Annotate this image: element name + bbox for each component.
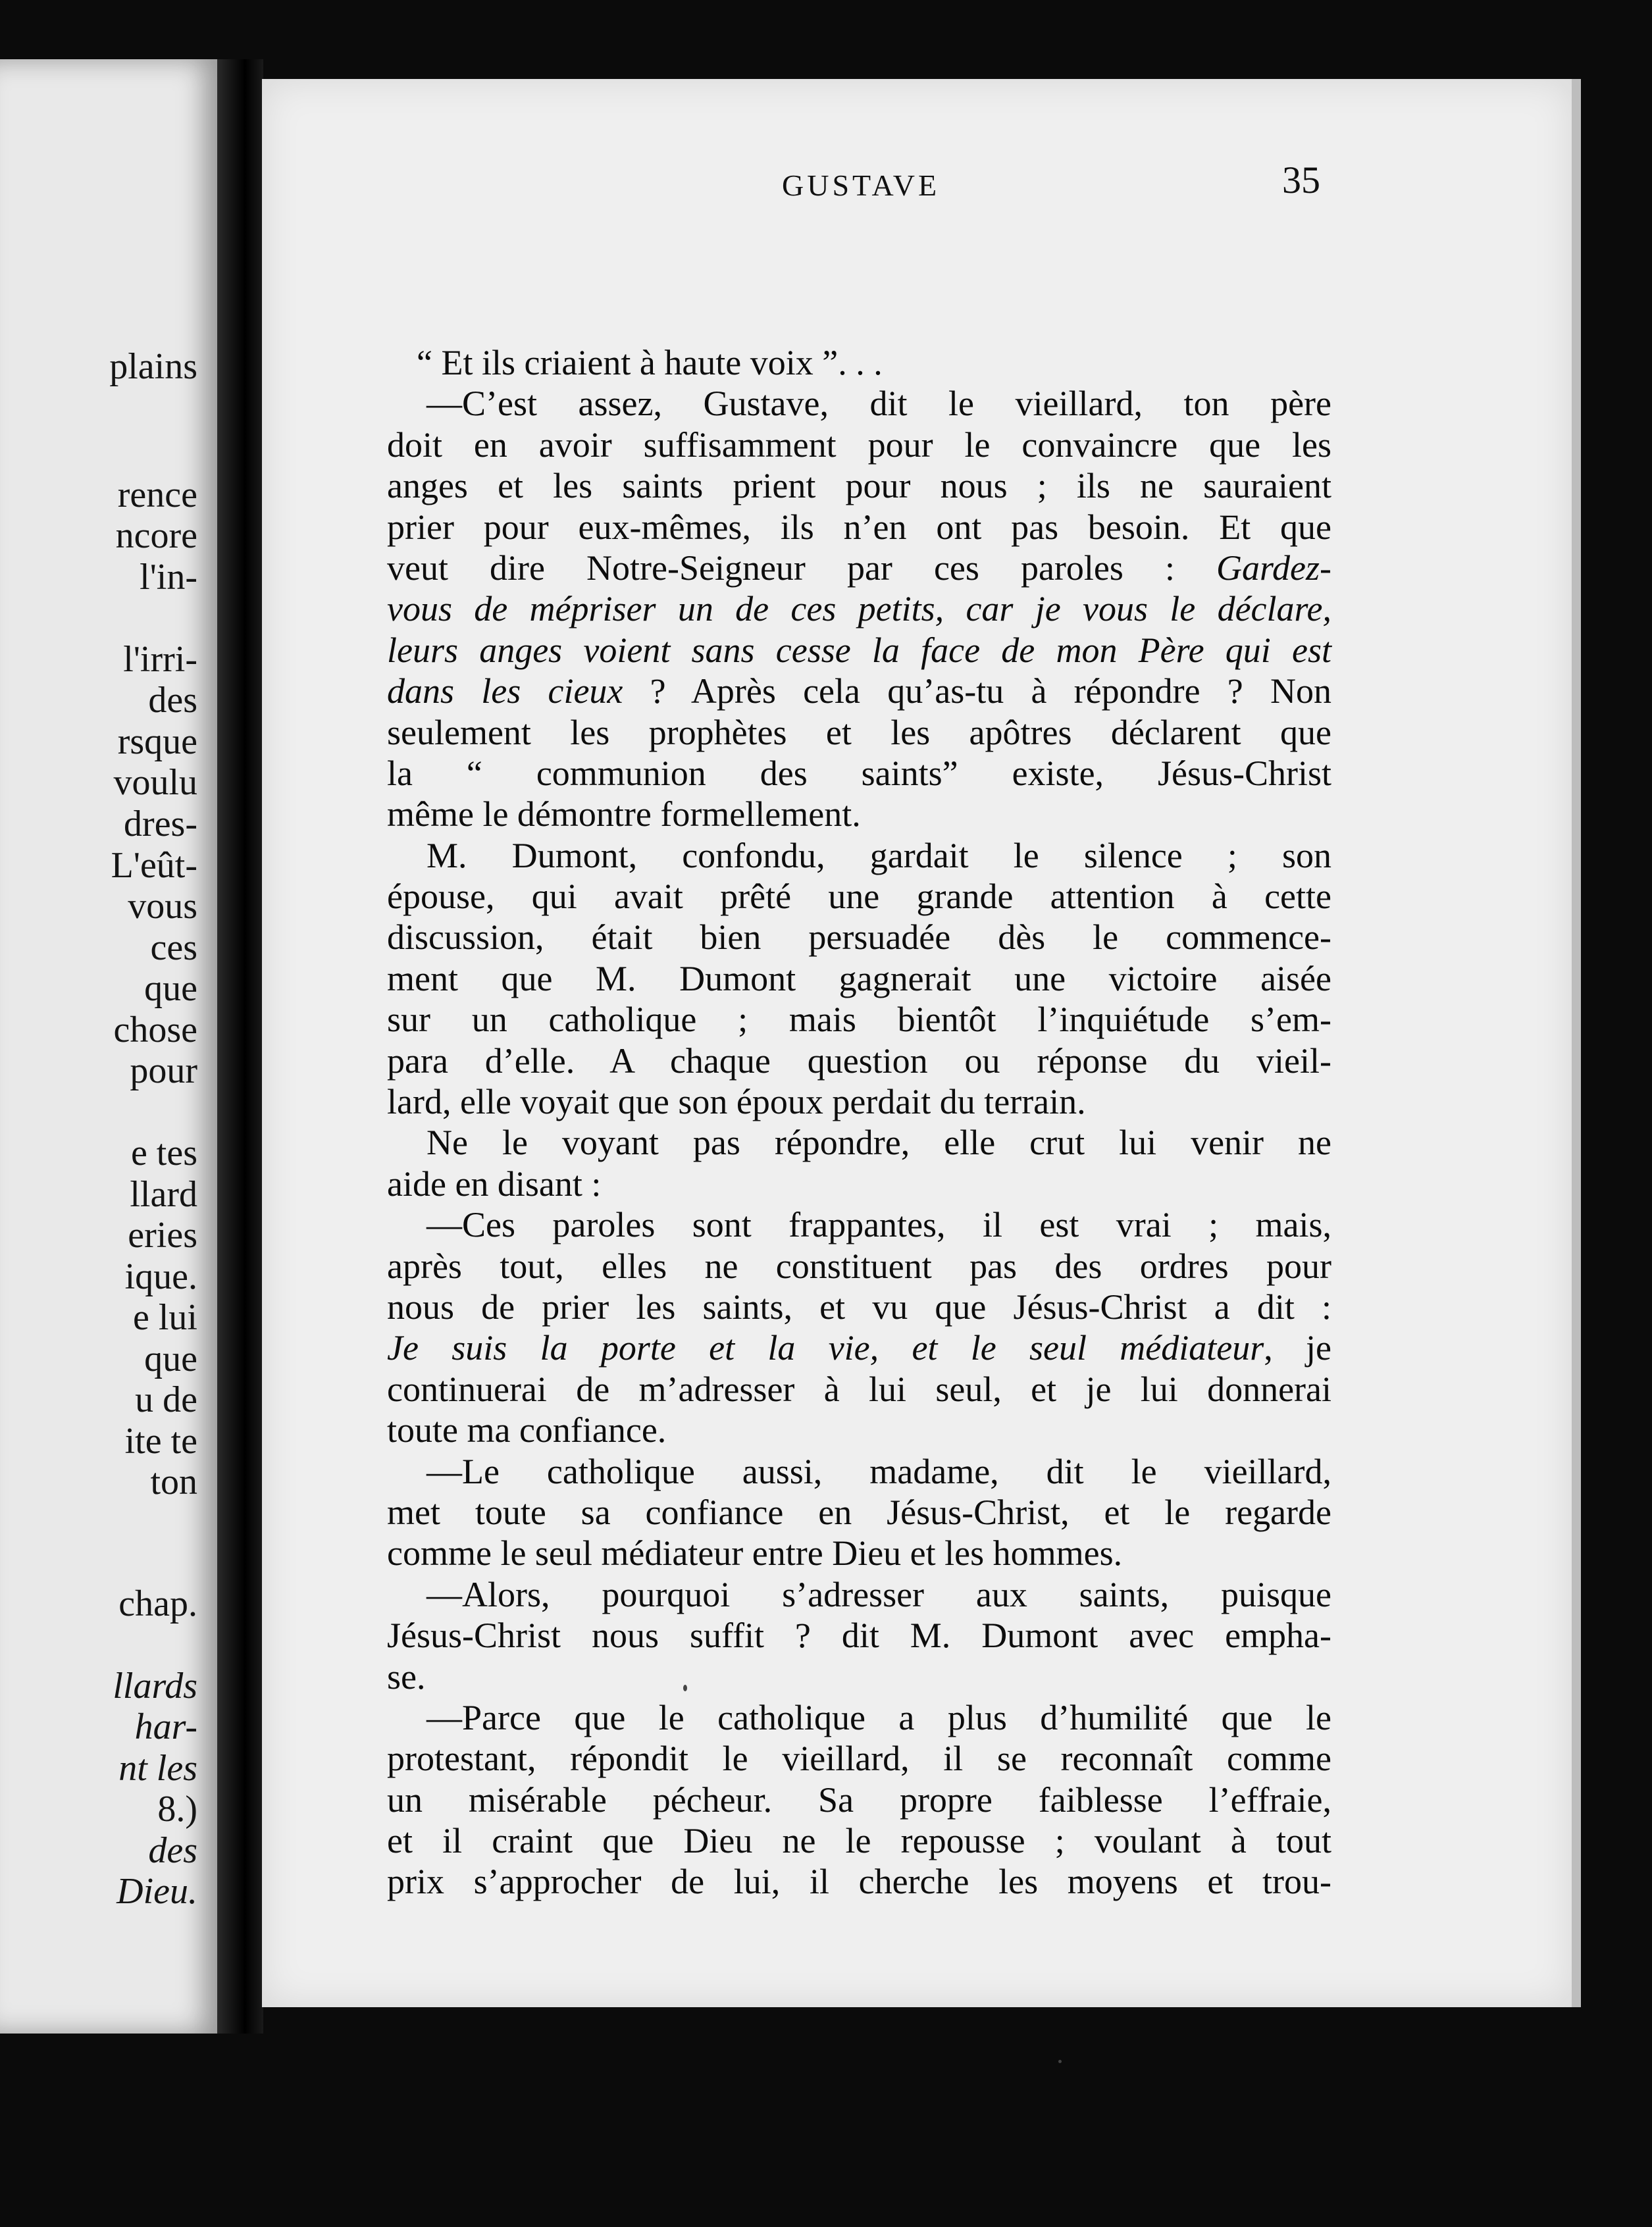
text-line <box>387 1779 1331 1820</box>
italic-span: vous de mépriser un de ces petits, car je vous le déclare, <box>387 589 1331 629</box>
text-line <box>387 630 1331 671</box>
facing-page-fragment: 8.) <box>157 1789 197 1830</box>
text-line <box>387 1861 1331 1902</box>
facing-page-fragment: L'eût- <box>111 845 197 886</box>
facing-page-fragment: vous <box>128 886 197 927</box>
book-gutter <box>217 59 263 2034</box>
facing-page-fragment: ite te <box>124 1421 197 1462</box>
text-line <box>387 999 1331 1040</box>
text-span: lard, elle voyait que son époux perdait du terrain. <box>387 1082 1086 1122</box>
text-span: même le démontre formellement. <box>387 794 861 834</box>
facing-page-fragment: voulu <box>113 762 197 803</box>
text-line <box>387 1246 1331 1287</box>
text-span: anges et les saints prient pour nous ; ils ne sauraient <box>387 466 1331 506</box>
text-line <box>387 1574 1331 1615</box>
text-line <box>387 1040 1331 1081</box>
italic-span: Gardez- <box>1216 548 1331 588</box>
text-line <box>387 1738 1331 1779</box>
facing-page-fragment: ces <box>150 927 197 968</box>
text-line <box>387 1697 1331 1738</box>
facing-page-fragment: pour <box>130 1050 197 1091</box>
facing-page-fragment: l'irri- <box>123 639 197 680</box>
text-span: —Alors, pourquoi s’adresser aux saints, puisque <box>426 1574 1331 1614</box>
text-span: “ Et ils criaient à haute voix ”. . . <box>417 343 883 382</box>
facing-page-fragment: har- <box>134 1706 197 1747</box>
facing-page-fragment: plains <box>109 346 197 387</box>
facing-page-fragment: nt les <box>118 1748 197 1789</box>
facing-page-fragment: dres- <box>124 804 197 844</box>
text-span: —Ces paroles sont frappantes, il est vrai ; mais, <box>426 1205 1331 1245</box>
text-span: doit en avoir suffisamment pour le convaincre que les <box>387 424 1331 465</box>
print-speck <box>1058 2060 1062 2063</box>
text-line <box>387 1327 1331 1368</box>
text-span: après tout, elles ne constituent pas des ordres pour <box>387 1246 1331 1286</box>
facing-page-fragment: des <box>148 1830 197 1871</box>
facing-page-fragment: u de <box>135 1379 197 1420</box>
text-span: —Le catholique aussi, madame, dit le vieillard, <box>426 1451 1331 1491</box>
text-line <box>387 1533 1331 1574</box>
text-span: comme le seul médiateur entre Dieu et les hommes. <box>387 1533 1123 1574</box>
text-span: Jésus-Christ nous suffit ? dit M. Dumont avec empha- <box>387 1616 1331 1656</box>
text-line <box>387 588 1331 629</box>
text-line <box>387 1656 1331 1697</box>
text-line <box>387 342 1331 383</box>
text-line <box>387 1451 1331 1492</box>
italic-span: Je suis la porte et la vie, et le seul médiateur <box>387 1328 1264 1368</box>
text-span: toute ma confiance. <box>387 1410 667 1450</box>
text-span: discussion, était bien persuadée dès le commence- <box>387 917 1331 958</box>
facing-page-fragment: chose <box>113 1010 197 1050</box>
text-span: veut dire Notre-Seigneur par ces paroles : <box>387 548 1217 588</box>
facing-page-fragment: llards <box>113 1666 197 1706</box>
facing-page-fragment: Dieu. <box>116 1871 197 1912</box>
page-number: 35 <box>1282 159 1320 201</box>
facing-page-fragment: que <box>144 968 197 1009</box>
text-line <box>387 1287 1331 1327</box>
text-line <box>387 712 1331 753</box>
italic-span: leurs anges voient sans cesse la face de mon Père qui est <box>387 630 1331 670</box>
text-line <box>387 917 1331 958</box>
text-span: , je <box>1264 1328 1331 1368</box>
facing-page-fragment: e tes <box>130 1133 197 1173</box>
text-span: prier pour eux-mêmes, ils n’en ont pas besoin. Et que <box>387 507 1331 547</box>
text-line <box>387 1820 1331 1861</box>
text-span: continuerai de m’adresser à lui seul, et je lui donnerai <box>387 1369 1331 1409</box>
text-line <box>387 548 1331 588</box>
text-span: protestant, répondit le vieillard, il se reconnaît comme <box>387 1739 1331 1779</box>
text-span: la “ communion des saints” existe, Jésus-Christ <box>387 753 1331 793</box>
facing-page-fragment: des <box>148 680 197 721</box>
text-span: aide en disant : <box>387 1164 602 1204</box>
text-line <box>387 1164 1331 1204</box>
facing-page-fragment: ique. <box>124 1256 197 1297</box>
text-span: para d’elle. A chaque question ou réponse du vieil- <box>387 1040 1331 1081</box>
text-line <box>387 1122 1331 1163</box>
text-span: épouse, qui avait prêté une grande attention à cette <box>387 877 1331 917</box>
text-line <box>387 835 1331 876</box>
facing-page-fragment: rsque <box>117 721 197 762</box>
page-edge <box>1572 79 1581 2007</box>
text-line <box>387 876 1331 917</box>
text-span: —Parce que le catholique a plus d’humilité que le <box>426 1697 1331 1737</box>
text-line <box>387 1410 1331 1450</box>
text-span: ? Après cela qu’as-tu à répondre ? Non <box>623 671 1332 711</box>
facing-page-fragment: chap. <box>118 1583 197 1624</box>
facing-page-fragment: rence <box>117 474 197 515</box>
text-span: seulement les prophètes et les apôtres déclarent que <box>387 712 1331 752</box>
text-line <box>387 424 1331 465</box>
text-span: nous de prier les saints, et vu que Jésus-Christ a dit : <box>387 1287 1331 1327</box>
text-line <box>387 1492 1331 1533</box>
text-line <box>387 383 1331 424</box>
text-span: met toute sa confiance en Jésus-Christ, et le regarde <box>387 1492 1331 1532</box>
facing-page-fragment: llard <box>130 1174 197 1215</box>
text-span: se. <box>387 1656 426 1697</box>
text-line <box>387 1615 1331 1656</box>
facing-page-fragment: ncore <box>115 515 197 556</box>
italic-span: dans les cieux <box>387 671 623 711</box>
print-speck <box>683 1685 687 1691</box>
text-span: Ne le voyant pas répondre, elle crut lui venir ne <box>426 1123 1331 1163</box>
running-head: GUSTAVE <box>782 168 941 202</box>
text-span: M. Dumont, confondu, gardait le silence ; son <box>426 835 1331 875</box>
facing-page-fragment: l'in- <box>140 557 197 598</box>
facing-page-fragment: que <box>144 1339 197 1379</box>
facing-page-fragment: eries <box>128 1215 197 1256</box>
text-line <box>387 958 1331 999</box>
text-line <box>387 753 1331 794</box>
text-line <box>387 507 1331 548</box>
facing-page-fragment: ton <box>150 1462 197 1502</box>
text-line <box>387 1204 1331 1245</box>
text-line <box>387 465 1331 506</box>
text-line <box>387 1369 1331 1410</box>
text-span: un misérable pécheur. Sa propre faiblesse l’effraie, <box>387 1779 1331 1820</box>
text-span: et il craint que Dieu ne le repousse ; voulant à tout <box>387 1821 1331 1861</box>
book-page <box>262 79 1572 2007</box>
text-span: ment que M. Dumont gagnerait une victoire aisée <box>387 958 1331 998</box>
facing-page-fragment: e lui <box>133 1297 197 1338</box>
text-line <box>387 671 1331 711</box>
text-line <box>387 794 1331 834</box>
facing-page <box>0 59 224 2034</box>
text-span: prix s’approcher de lui, il cherche les moyens et trou- <box>387 1862 1331 1902</box>
body-text <box>387 342 1331 1903</box>
text-span: —C’est assez, Gustave, dit le vieillard, ton père <box>426 384 1331 424</box>
text-line <box>387 1081 1331 1122</box>
text-span: sur un catholique ; mais bientôt l’inquiétude s’em- <box>387 1000 1331 1040</box>
